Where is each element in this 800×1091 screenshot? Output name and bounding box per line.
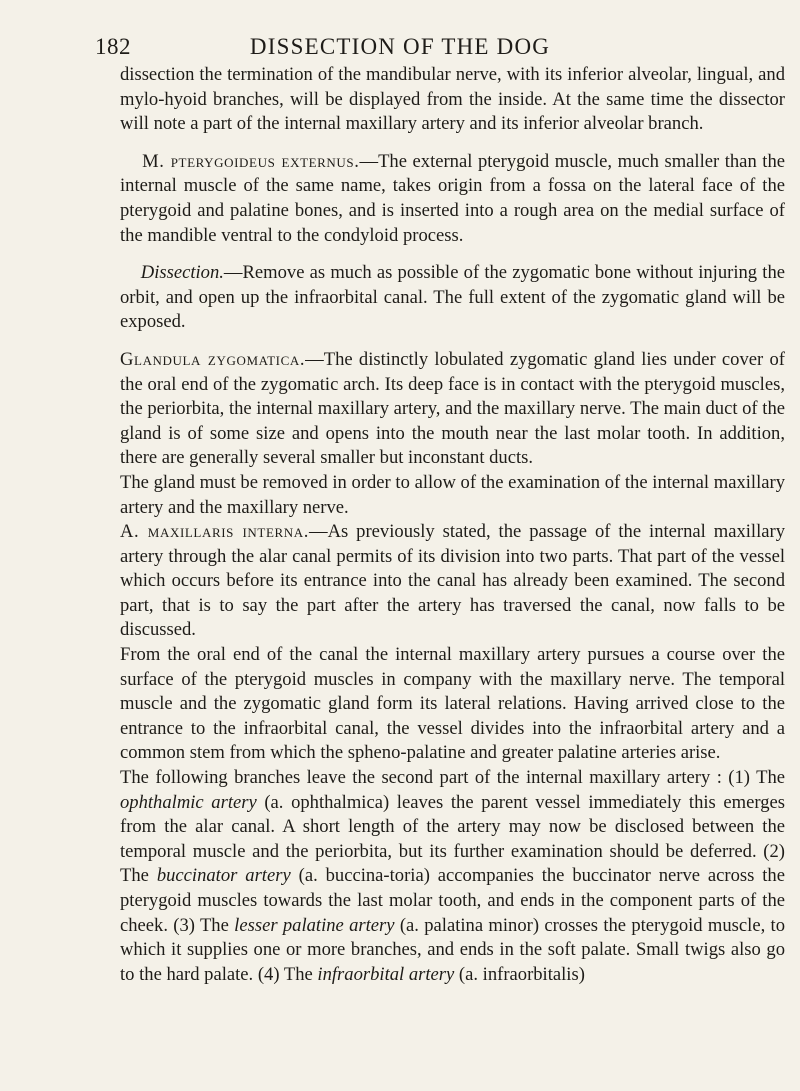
term-buccinator-artery: buccinator artery bbox=[156, 865, 291, 887]
paragraph-branches bbox=[120, 766, 785, 987]
paragraph-dissection bbox=[120, 261, 785, 335]
section-label: A. maxillaris interna. bbox=[120, 521, 309, 543]
paragraph-text: —As previously stated, the passage of the internal maxillary artery through the alar canal permits of its division into two parts. That part of the vessel which occurs before its entrance into the canal has already been examined. The second part, that is to say the part after the artery has traversed the canal, now falls to be discussed. bbox=[120, 521, 785, 641]
paragraph-text: The gland must be removed in order to allow of the examination of the internal maxillary artery and the maxillary nerve. bbox=[120, 471, 785, 518]
section-label: Dissection. bbox=[140, 262, 224, 284]
paragraph-pterygoideus-externus bbox=[120, 150, 785, 248]
paragraph-text: The following branches leave the second part of the internal maxillary artery : (1) The bbox=[120, 767, 785, 789]
term-infraorbital-artery: infraorbital artery bbox=[317, 963, 455, 985]
body-text bbox=[120, 63, 785, 987]
paragraph-text: (a. palatina minor) crosses the pterygoid muscle, to which it supplies one or more branches, and ends in the soft palate. Small twigs also go to the hard palate. (4) The bbox=[120, 914, 785, 985]
term-lesser-palatine-artery: lesser palatine artery bbox=[234, 914, 395, 936]
paragraph-text: —Remove as much as possible of the zygomatic bone without injuring the orbit, and open up the infraorbital canal. The full extent of the zygomatic gland will be exposed. bbox=[120, 262, 785, 333]
paragraph-text: —The distinctly lobulated zygomatic gland lies under cover of the oral end of the zygomatic arch. Its deep face is in contact with the pterygoid muscles, the periorbita, the internal maxillary artery, and the maxillary nerve. The main duct of the gland is of some size and opens into the mouth near the last molar tooth. In addition, there are generally several smaller but inconstant ducts. bbox=[120, 348, 785, 469]
page-number: 182 bbox=[95, 34, 131, 59]
paragraph-text: (a. ophthalmica) leaves the parent vessel immediately this emerges from the alar canal. A short length of the artery may now be disclosed between the temporal muscle and the periorbita, but its further examination should be deferred. (2) The bbox=[120, 791, 785, 887]
section-label: M. pterygoideus externus. bbox=[142, 150, 360, 172]
paragraph-text: From the oral end of the canal the internal maxillary artery pursues a course over the surface of the pterygoid muscles in company with the maxillary nerve. The temporal muscle and the zygomatic gland form its lateral relations. Having arrived close to the entrance to the infraorbital canal, the vessel divides into the infraorbital artery and a common stem from which the spheno-palatine and greater palatine arteries arise. bbox=[120, 644, 785, 764]
paragraph-glandula-zygomatica bbox=[120, 348, 785, 471]
paragraph-gland-removal bbox=[120, 471, 785, 520]
running-head: DISSECTION OF THE DOG bbox=[249, 34, 551, 59]
section-label: Glandula zygomatica. bbox=[120, 348, 306, 370]
paragraph-artery-course bbox=[120, 643, 785, 766]
paragraph-text: —The external pterygoid muscle, much smaller than the internal muscle of the same name, takes origin from a fossa on the lateral face of the pterygoid and palatine bones, and is inserted into a rough area on the medial surface of the mandible ventral to the condyloid process. bbox=[120, 150, 785, 246]
paragraph-continuation bbox=[120, 63, 785, 137]
page-header bbox=[95, 34, 705, 64]
term-ophthalmic-artery: ophthalmic artery bbox=[120, 791, 257, 813]
paragraph-text: dissection the termination of the mandibular nerve, with its inferior alveolar, lingual, and mylo-hyoid branches, will be displayed from the inside. At the same time the dissector will note a part of the internal maxillary artery and its inferior alveolar branch. bbox=[120, 64, 785, 135]
paragraph-text: (a. buccina-toria) accompanies the buccinator nerve across the pterygoid muscles towards the last molar tooth, and ends in the component parts of the cheek. (3) The bbox=[120, 865, 785, 936]
paragraph-text: (a. infraorbitalis) bbox=[454, 963, 585, 985]
paragraph-maxillaris-interna bbox=[120, 520, 785, 643]
